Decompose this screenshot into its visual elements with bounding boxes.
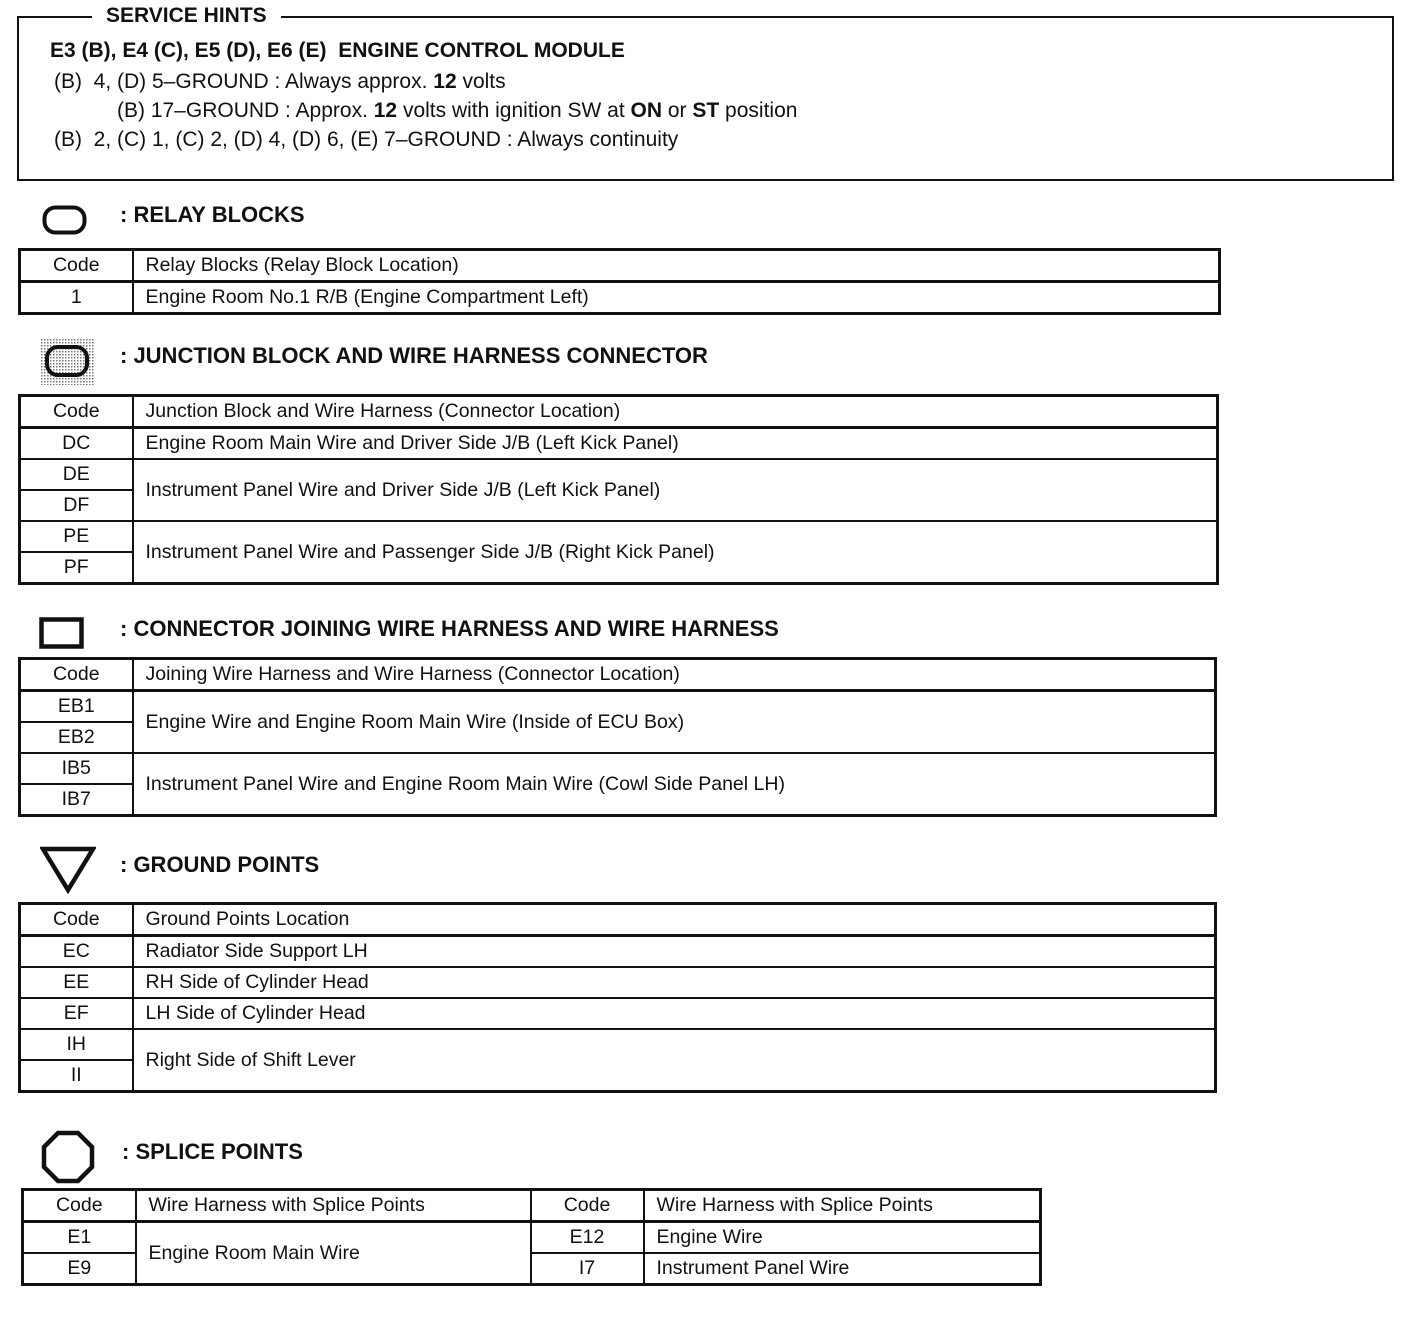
- desc-cell: Instrument Panel Wire and Engine Room Main Wire (Cowl Side Panel LH): [133, 753, 1216, 816]
- code-cell: E9: [23, 1253, 136, 1285]
- table-row: [20, 521, 1218, 552]
- code-header: Code: [23, 1190, 136, 1222]
- code-cell: I7: [531, 1253, 644, 1285]
- table-row: [20, 967, 1216, 998]
- table-row: [20, 753, 1216, 784]
- hint-bold: ST: [692, 99, 720, 122]
- code-cell: PF: [20, 552, 133, 584]
- junction-block-icon: [41, 339, 95, 385]
- code-cell: IB5: [20, 753, 133, 784]
- code-cell: EF: [20, 998, 133, 1029]
- desc-cell: Instrument Panel Wire and Passenger Side J/B (Right Kick Panel): [133, 521, 1218, 584]
- code-cell: DE: [20, 459, 133, 490]
- code-cell: E12: [531, 1222, 644, 1254]
- connector-icon: [38, 616, 86, 652]
- ground-point-icon: [40, 846, 96, 894]
- code-cell: PE: [20, 521, 133, 552]
- desc-header: Junction Block and Wire Harness (Connector Location): [133, 396, 1218, 428]
- code-cell: IB7: [20, 784, 133, 816]
- code-header: Code: [531, 1190, 644, 1222]
- code-cell: DF: [20, 490, 133, 521]
- desc-cell: Engine Room Main Wire: [136, 1222, 531, 1285]
- hint-bold: 12: [373, 99, 398, 122]
- service-hints-heading: E3 (B), E4 (C), E5 (D), E6 (E) ENGINE CONTROL MODULE: [50, 39, 625, 62]
- hint-text: (B) 17–GROUND : Approx.: [117, 99, 374, 122]
- junction-block-title: : JUNCTION BLOCK AND WIRE HARNESS CONNECTOR: [120, 343, 708, 368]
- desc-header: Wire Harness with Splice Points: [136, 1190, 531, 1222]
- splice-points-title: : SPLICE POINTS: [122, 1139, 303, 1164]
- hint-text: volts with ignition SW at: [397, 99, 631, 122]
- code-header: Code: [20, 904, 133, 936]
- code-cell: EB1: [20, 691, 133, 723]
- code-header: Code: [20, 659, 133, 691]
- desc-cell: RH Side of Cylinder Head: [133, 967, 1216, 998]
- table-header-row: [20, 659, 1216, 691]
- relay-blocks-title: : RELAY BLOCKS: [120, 202, 305, 227]
- desc-cell: LH Side of Cylinder Head: [133, 998, 1216, 1029]
- desc-cell: Right Side of Shift Lever: [133, 1029, 1216, 1092]
- hint-bold: 12: [433, 70, 457, 93]
- code-cell: IH: [20, 1029, 133, 1060]
- connector-title: : CONNECTOR JOINING WIRE HARNESS AND WIRE HARNESS: [120, 616, 779, 641]
- relay-blocks-table: [18, 248, 1221, 315]
- desc-header: Wire Harness with Splice Points: [644, 1190, 1041, 1222]
- code-cell: II: [20, 1060, 133, 1092]
- table-row: [20, 1029, 1216, 1060]
- desc-cell: Engine Room No.1 R/B (Engine Compartment Left): [133, 282, 1220, 314]
- junction-block-table: [18, 394, 1219, 585]
- desc-cell: Instrument Panel Wire and Driver Side J/B (Left Kick Panel): [133, 459, 1218, 521]
- table-row: [20, 691, 1216, 723]
- hint-text: or: [662, 99, 693, 122]
- desc-cell: Engine Wire and Engine Room Main Wire (Inside of ECU Box): [133, 691, 1216, 754]
- table-header-row: [20, 904, 1216, 936]
- table-header-row: [20, 396, 1218, 428]
- splice-points-table: [21, 1188, 1042, 1286]
- table-row: [20, 936, 1216, 968]
- service-hints-title: SERVICE HINTS: [92, 4, 281, 28]
- code-cell: 1: [20, 282, 133, 314]
- table-row: [20, 428, 1218, 460]
- service-hint-line-3: (B) 2, (C) 1, (C) 2, (D) 4, (D) 6, (E) 7–GROUND : Always continuity: [54, 128, 679, 151]
- hint-text: (B) 4, (D) 5–GROUND : Always approx.: [54, 70, 434, 93]
- table-row: [23, 1222, 1041, 1254]
- desc-header: Ground Points Location: [133, 904, 1216, 936]
- table-header-row: [23, 1190, 1041, 1222]
- table-row: [20, 998, 1216, 1029]
- splice-point-icon: [41, 1130, 95, 1184]
- desc-header: Relay Blocks (Relay Block Location): [133, 250, 1220, 282]
- desc-cell: Instrument Panel Wire: [644, 1253, 1041, 1285]
- code-cell: E1: [23, 1222, 136, 1254]
- ground-points-table: [18, 902, 1217, 1093]
- service-hint-line-1: [54, 69, 506, 95]
- code-cell: EC: [20, 936, 133, 968]
- table-row: [20, 459, 1218, 490]
- service-hint-line-2: [117, 98, 797, 124]
- code-cell: EE: [20, 967, 133, 998]
- desc-cell: Engine Room Main Wire and Driver Side J/B (Left Kick Panel): [133, 428, 1218, 460]
- ground-points-title: : GROUND POINTS: [120, 852, 320, 877]
- connector-table: [18, 657, 1217, 817]
- table-row: [20, 282, 1220, 314]
- relay-block-icon: [42, 204, 88, 236]
- code-header: Code: [20, 396, 133, 428]
- table-header-row: [20, 250, 1220, 282]
- desc-cell: Engine Wire: [644, 1222, 1041, 1254]
- code-cell: DC: [20, 428, 133, 460]
- hint-bold: ON: [630, 99, 663, 122]
- hint-text: position: [719, 99, 798, 122]
- desc-header: Joining Wire Harness and Wire Harness (Connector Location): [133, 659, 1216, 691]
- code-header: Code: [20, 250, 133, 282]
- hint-text: volts: [456, 70, 506, 93]
- code-cell: EB2: [20, 722, 133, 753]
- desc-cell: Radiator Side Support LH: [133, 936, 1216, 968]
